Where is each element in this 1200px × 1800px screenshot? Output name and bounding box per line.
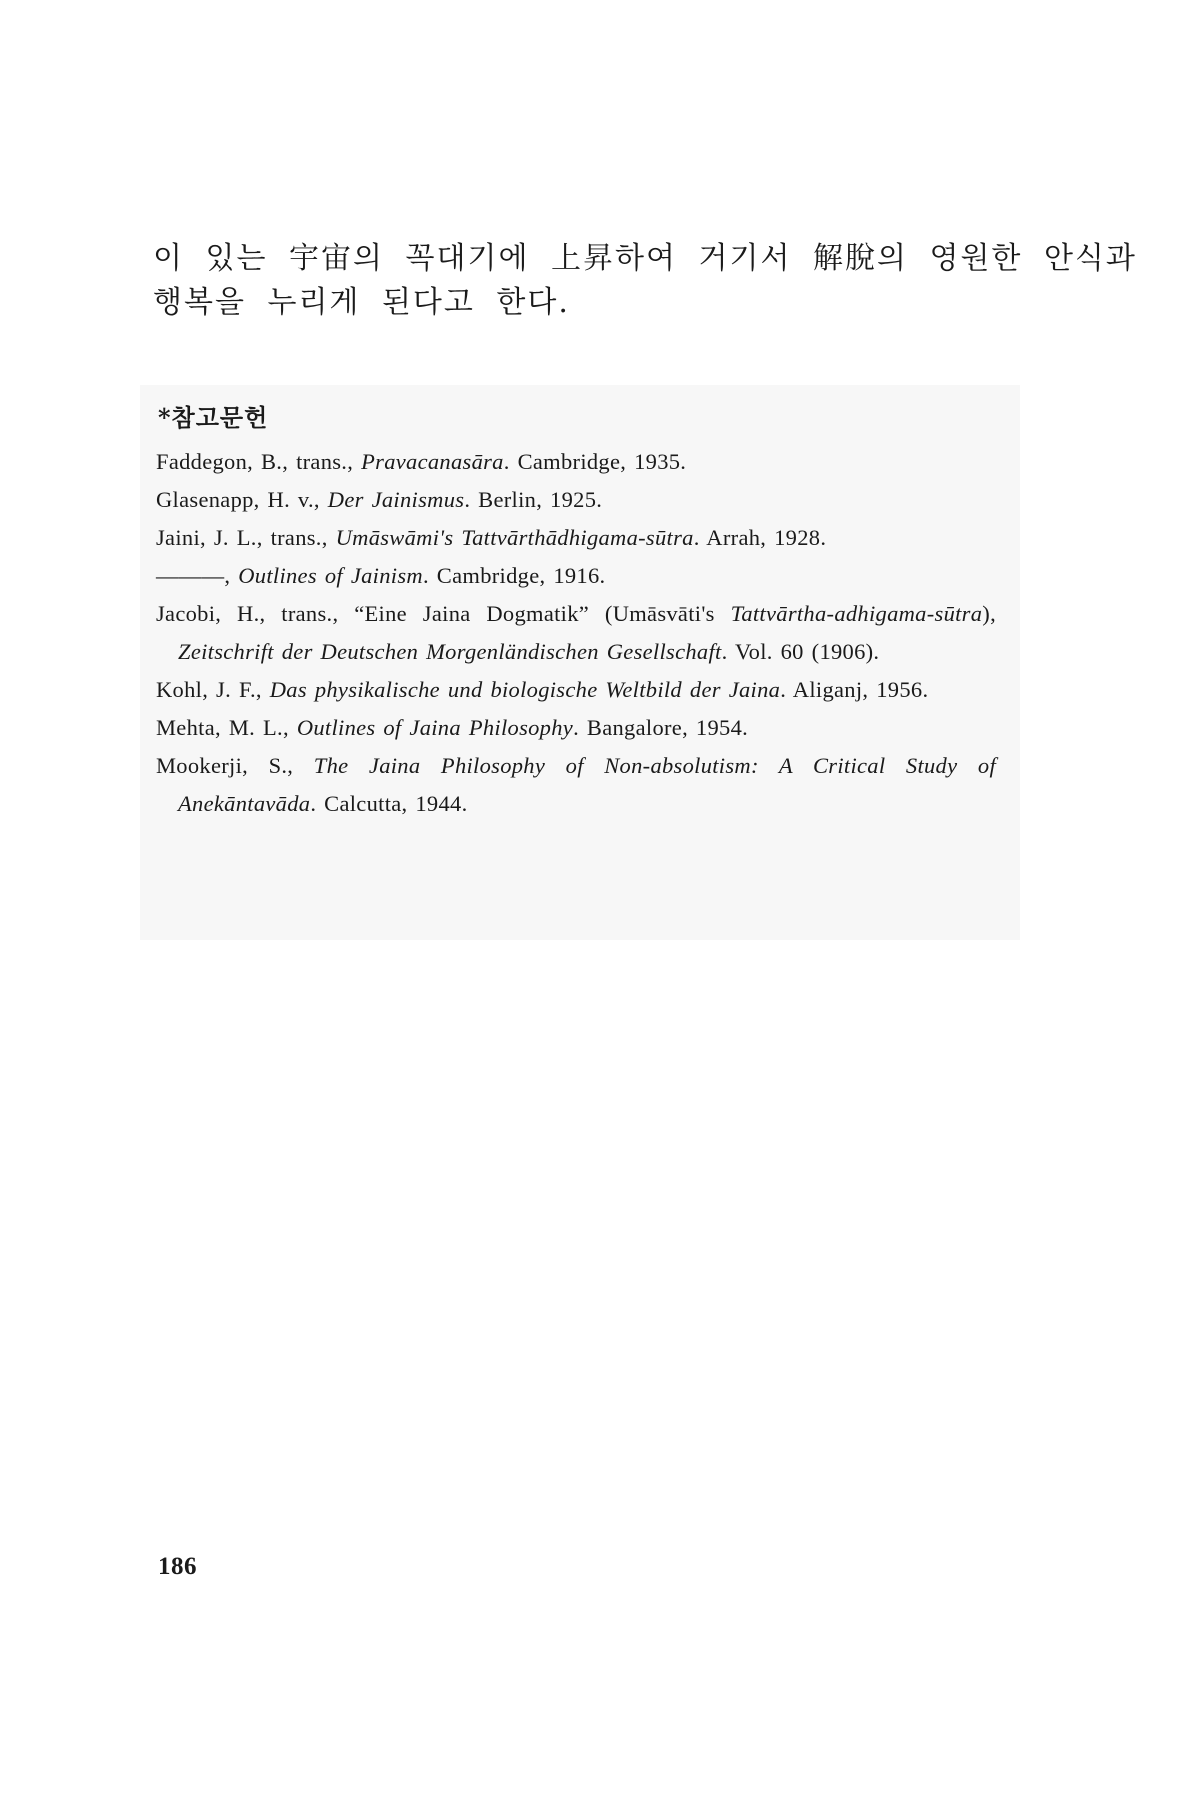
page-number: 186 bbox=[158, 1553, 197, 1580]
reference-publication: . Bangalore, 1954. bbox=[573, 715, 749, 740]
reference-author: Glasenapp, H. v., bbox=[156, 487, 328, 512]
reference-author: Mehta, M. L., bbox=[156, 715, 297, 740]
reference-author: Jacobi, H., trans., “Eine Jaina Dogmatik” (Umāsvāti's bbox=[156, 601, 731, 626]
references-heading: *참고문헌 bbox=[158, 403, 269, 432]
reference-publication: . Cambridge, 1916. bbox=[422, 563, 606, 588]
reference-title: Tattvārtha-adhigama-sūtra bbox=[730, 601, 983, 626]
reference-publication: . Calcutta, 1944. bbox=[310, 791, 468, 816]
reference-entry bbox=[156, 481, 996, 519]
reference-author: Faddegon, B., trans., bbox=[156, 449, 362, 474]
reference-entry bbox=[156, 519, 996, 557]
reference-entry bbox=[156, 443, 996, 481]
reference-entry bbox=[156, 747, 996, 823]
references-list bbox=[156, 443, 996, 823]
body-line: 이 있는 宇宙의 꼭대기에 上昇하여 거기서 解脫의 영원한 안식과 bbox=[153, 241, 1137, 276]
reference-journal: Zeitschrift der Deutschen Morgenländischen Gesellschaft bbox=[178, 639, 722, 664]
reference-title: Pravacanasāra bbox=[361, 449, 504, 474]
reference-title: Outlines of Jainism bbox=[238, 563, 423, 588]
reference-publication: . Cambridge, 1935. bbox=[503, 449, 687, 474]
body-line: 행복을 누리게 된다고 한다. bbox=[153, 285, 570, 320]
reference-author: Mookerji, S., bbox=[156, 753, 314, 778]
reference-author: Jaini, J. L., trans., bbox=[156, 525, 336, 550]
reference-publication: . Vol. 60 (1906). bbox=[721, 639, 880, 664]
reference-publication: . Berlin, 1925. bbox=[464, 487, 603, 512]
reference-entry bbox=[156, 557, 996, 595]
reference-title: Das physikalische und biologische Weltbild der Jaina bbox=[269, 677, 781, 702]
reference-author: ———, bbox=[156, 563, 239, 588]
reference-author: Kohl, J. F., bbox=[156, 677, 270, 702]
references-section bbox=[140, 385, 1020, 940]
reference-publication: . Arrah, 1928. bbox=[693, 525, 827, 550]
reference-title: Umāswāmi's Tattvārthādhigama-sūtra bbox=[335, 525, 694, 550]
body-paragraph bbox=[153, 237, 1137, 325]
reference-title: The Jaina Philosophy of Non-absolutism: A Critical Study of Anekāntavāda bbox=[178, 753, 996, 816]
reference-title: Der Jainismus bbox=[327, 487, 465, 512]
reference-title: Outlines of Jaina Philosophy bbox=[296, 715, 574, 740]
reference-entry bbox=[156, 671, 996, 709]
reference-entry bbox=[156, 595, 996, 671]
reference-separator: ), bbox=[982, 601, 996, 626]
reference-entry bbox=[156, 709, 996, 747]
reference-publication: . Aliganj, 1956. bbox=[780, 677, 929, 702]
